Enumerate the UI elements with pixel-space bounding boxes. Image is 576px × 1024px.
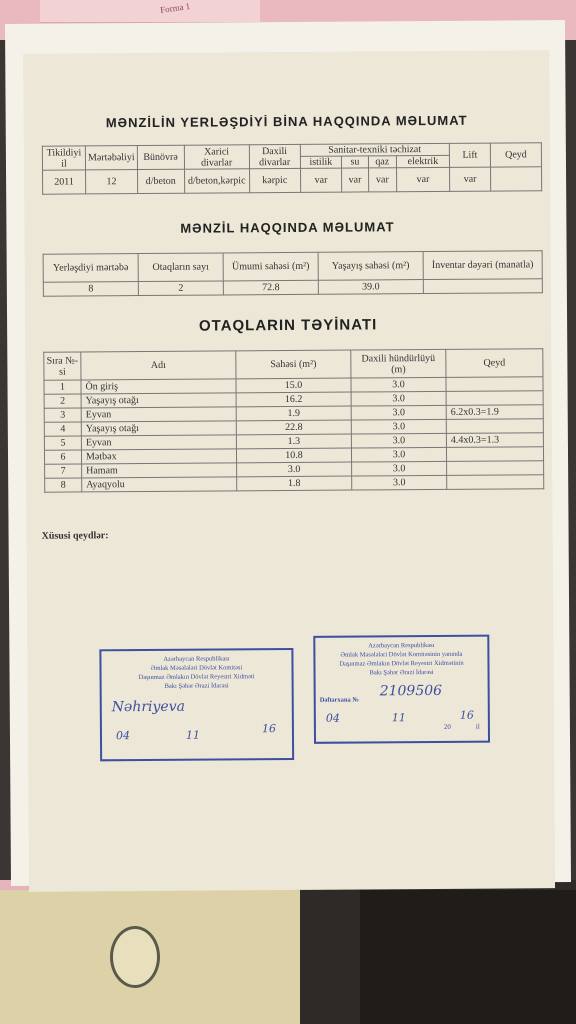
- cell-room-area: 3.0: [237, 462, 352, 477]
- document-sheet: [23, 50, 555, 892]
- stamp-right-reg-number: 2109506: [379, 682, 443, 700]
- cell-room-no: 6: [44, 450, 81, 464]
- cell-living-area: 39.0: [318, 280, 423, 295]
- cell-room-height: 3.0: [351, 405, 446, 420]
- stamp-right-year: 16: [459, 708, 474, 722]
- cell-room-no: 2: [44, 394, 81, 408]
- col-floor: Yerləşdiyi mərtəbə: [43, 254, 138, 283]
- cell-room-name: Ön giriş: [81, 379, 236, 394]
- col-inventory: İnventar dəyəri (manatla): [423, 251, 542, 280]
- cell-room-no: 7: [45, 464, 82, 478]
- cell-outer-walls: d/beton,kərpic: [184, 169, 249, 193]
- cell-room-name: Eyvan: [81, 435, 236, 450]
- background-dark-object: [360, 890, 576, 1024]
- cell-room-name: Eyvan: [81, 407, 236, 422]
- col-name: Adı: [81, 351, 236, 380]
- stamp-left-day: 04: [115, 729, 131, 743]
- col-sanitary: Sanitar-texniki təchizat: [300, 143, 449, 156]
- col-water: su: [342, 156, 369, 168]
- cell-room-name: Yaşayış otağı: [81, 421, 236, 436]
- col-note: Qeyd: [490, 143, 541, 167]
- section1-title: MƏNZİLİN YERLƏŞDİYİ BİNA HAQQINDA MƏLUMAT: [105, 112, 468, 131]
- cell-room-height: 3.0: [351, 419, 446, 434]
- col-area: Sahəsi (m²): [236, 350, 351, 379]
- cell-room-area: 1.9: [236, 406, 351, 421]
- stamp-right: Azərbaycan Respublikası Əmlak Məsələləri Dövlət Komitəsinin yanında Daşınmaz Əmlakın Dövlət Reyestri Xidmətinin Bakı Şəhər Ərazi İdarəsi Dəftərxana № 2109506 04 11 20 16 il: [313, 635, 490, 744]
- cell-room-height: 3.0: [352, 461, 447, 476]
- cell-room-area: 10.8: [236, 448, 351, 463]
- cell-room-area: 16.2: [236, 392, 351, 407]
- cell-room-name: Yaşayış otağı: [81, 393, 236, 408]
- section3-title: OTAQLARIN TƏYİNATI: [198, 316, 378, 335]
- stamp-right-year-prefix: 20: [443, 722, 451, 731]
- corner-label: Forma 1: [159, 0, 191, 16]
- cell-heating: var: [300, 168, 342, 192]
- stamp-right-reg-label: Dəftərxana №: [319, 696, 359, 704]
- cell-room-no: 4: [44, 422, 81, 436]
- stamp-left-month: 11: [185, 728, 201, 742]
- cell-room-height: 3.0: [351, 433, 446, 448]
- stamp-left: Azərbaycan Respublikası Əmlak Məsələləri Dövlət Komitəsi Daşınmaz Əmlakın Dövlət Reyestri Xidməti Bakı Şəhər Ərazi İdarəsi Nəhriyeva 04 11 16: [99, 648, 294, 761]
- cell-gas: var: [368, 168, 396, 192]
- cell-foundation: d/beton: [137, 169, 184, 193]
- col-inner-walls: Daxili divarlar: [249, 144, 300, 168]
- table-row: [45, 475, 544, 492]
- cell-room-no: 1: [44, 380, 81, 394]
- cell-room-height: 3.0: [351, 377, 446, 392]
- cell-room-note: [447, 461, 544, 476]
- col-height: Daxili hündürlüyü (m): [351, 349, 446, 378]
- col-total-area: Ümumi sahəsi (m²): [223, 252, 318, 281]
- special-notes-label: Xüsusi qeydlər:: [41, 530, 109, 542]
- cell-room-area: 1.3: [236, 434, 351, 449]
- col-lift: Lift: [449, 143, 490, 167]
- cell-rooms: 2: [138, 281, 223, 296]
- col-heating: istilik: [300, 156, 342, 168]
- col-no: Sıra №-si: [44, 352, 81, 380]
- section2-title: MƏNZİL HAQQINDA MƏLUMAT: [180, 219, 395, 236]
- col-rooms: Otaqların sayı: [138, 253, 223, 282]
- cell-built-year: 2011: [43, 170, 86, 194]
- signature-left: Nəhriyeva: [111, 698, 185, 716]
- col-floors: Mərtəbəliyi: [85, 146, 137, 170]
- stamp-right-month: 11: [391, 711, 406, 725]
- apartment-info-table: [43, 250, 543, 296]
- cell-total-area: 72.8: [223, 280, 318, 295]
- cell-room-height: 3.0: [351, 447, 446, 462]
- col-outer-walls: Xarici divarlar: [184, 145, 249, 169]
- cell-room-name: Mətbəx: [81, 449, 236, 464]
- cell-room-note: [446, 377, 543, 392]
- cell-room-note: 6.2x0.3=1.9: [446, 405, 543, 420]
- col-built-year: Tikildiyi il: [42, 146, 85, 170]
- cell-room-area: 22.8: [236, 420, 351, 435]
- cell-room-height: 3.0: [352, 475, 447, 490]
- col-foundation: Bünövrə: [137, 145, 184, 169]
- rooms-table: [43, 348, 544, 492]
- cell-room-note: [446, 419, 543, 434]
- cell-room-name: Hamam: [82, 463, 237, 478]
- rug-ornament: [110, 926, 160, 988]
- building-info-table: [42, 142, 542, 194]
- document-paper: [5, 20, 571, 886]
- cell-floors: 12: [86, 170, 138, 194]
- cell-room-note: [446, 391, 543, 406]
- cell-water: var: [342, 168, 369, 192]
- cell-electric: var: [396, 167, 449, 191]
- cell-room-no: 3: [44, 408, 81, 422]
- cell-room-area: 1.8: [237, 476, 352, 491]
- col-room-note: Qeyd: [446, 349, 543, 378]
- cell-room-note: 4.4x0.3=1.3: [446, 433, 543, 448]
- background-form-tab: [40, 0, 260, 23]
- cell-room-no: 8: [45, 478, 82, 492]
- col-electric: elektrik: [396, 155, 449, 167]
- cell-inner-walls: kərpic: [249, 168, 300, 192]
- cell-room-area: 15.0: [236, 378, 351, 393]
- stamp-right-year-suffix: il: [475, 722, 480, 731]
- stamp-left-year: 16: [261, 722, 276, 736]
- cell-inventory: [423, 279, 542, 294]
- cell-floor: 8: [43, 282, 138, 297]
- cell-room-height: 3.0: [351, 391, 446, 406]
- col-living-area: Yaşayış sahəsi (m²): [318, 252, 423, 281]
- cell-room-no: 5: [44, 436, 81, 450]
- background-rug: [0, 890, 300, 1024]
- cell-room-note: [447, 475, 544, 490]
- col-gas: qaz: [368, 156, 396, 168]
- cell-room-name: Ayaqyolu: [82, 477, 237, 492]
- cell-note: [491, 167, 542, 191]
- cell-room-note: [446, 447, 543, 462]
- cell-lift: var: [450, 167, 491, 191]
- stamp-right-day: 04: [325, 711, 340, 725]
